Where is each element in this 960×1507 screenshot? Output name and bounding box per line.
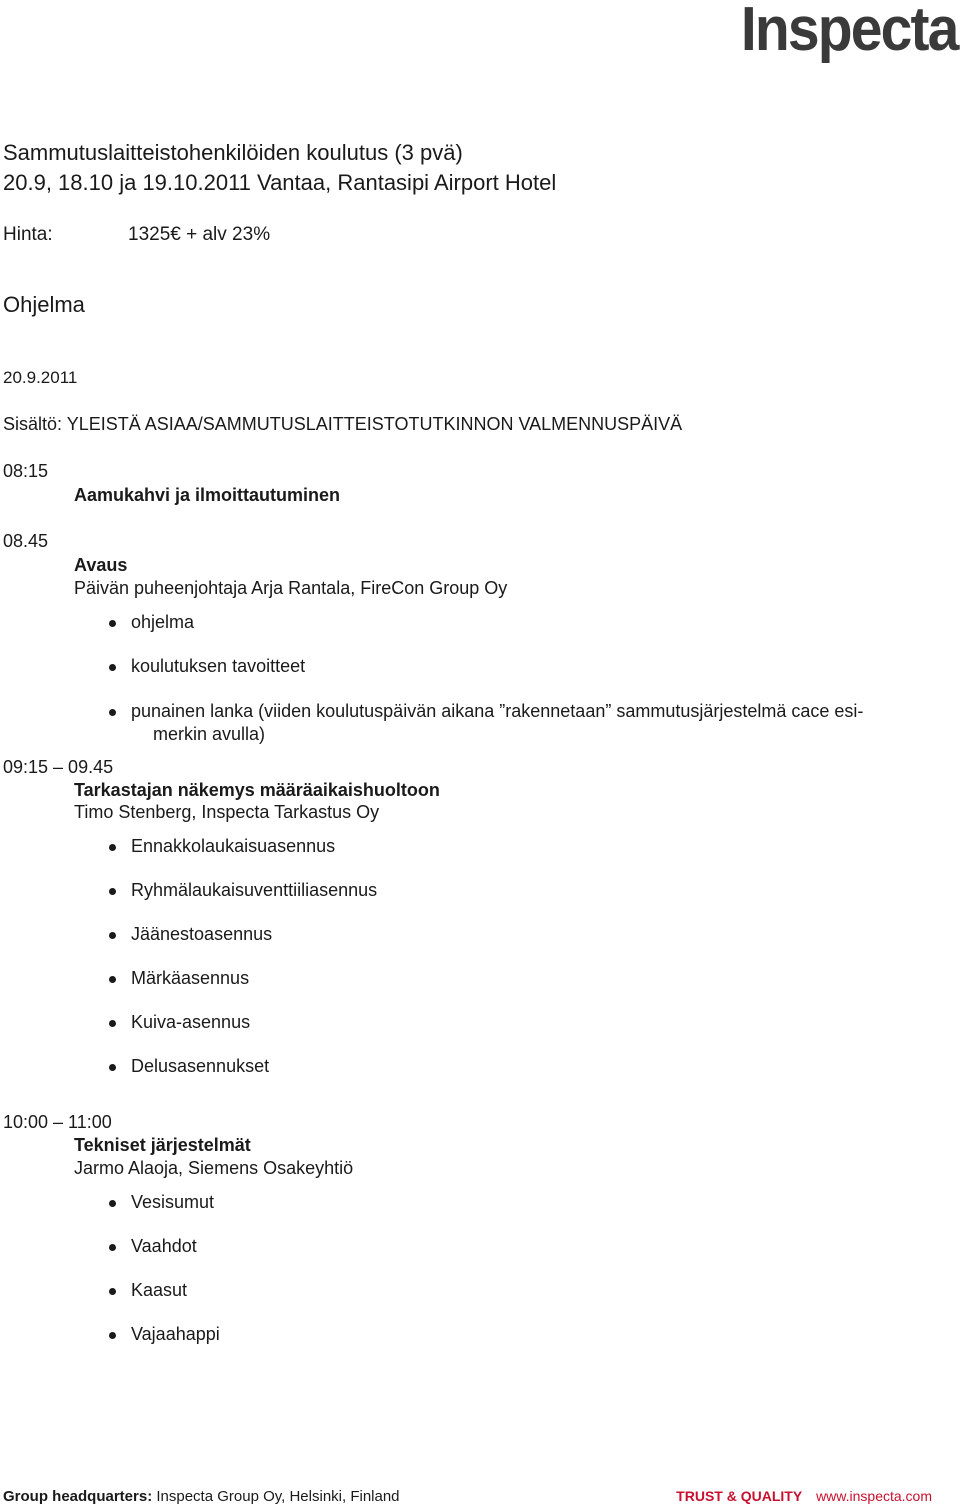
session-time: 10:00 – 11:00 xyxy=(3,1112,112,1132)
session-speaker: Päivän puheenjohtaja Arja Rantala, FireCon Group Oy xyxy=(74,578,508,598)
session-time: 08.45 xyxy=(3,531,49,551)
footer-headquarters xyxy=(3,1488,400,1505)
session-time: 09:15 – 09.45 xyxy=(3,757,114,777)
session-title: Avaus xyxy=(74,555,128,575)
list-item: ohjelma xyxy=(131,612,195,632)
list-item: Kaasut xyxy=(131,1280,188,1300)
trust-quality: TRUST & QUALITY xyxy=(676,1488,803,1504)
session-title: Tekniset järjestelmät xyxy=(74,1135,251,1155)
program-content: Sisältö: YLEISTÄ ASIAA/SAMMUTUSLAITTEISTOTUTKINNON VALMENNUSPÄIVÄ xyxy=(3,414,683,434)
website-link[interactable]: www.inspecta.com xyxy=(816,1488,932,1504)
list-item: Vesisumut xyxy=(131,1192,215,1212)
list-item-continuation: merkin avulla) xyxy=(153,724,266,744)
footer-brand xyxy=(676,1488,932,1504)
list-item: Delusasennukset xyxy=(131,1056,270,1076)
session-speaker: Jarmo Alaoja, Siemens Osakeyhtiö xyxy=(74,1158,354,1178)
list-item: Ennakkolaukaisuasennus xyxy=(131,836,336,856)
inspecta-logo: Inspecta xyxy=(741,0,958,64)
list-item: Vajaahappi xyxy=(131,1324,220,1344)
list-item: koulutuksen tavoitteet xyxy=(131,656,306,676)
list-item: Jäänestoasennus xyxy=(131,924,273,944)
list-item: Kuiva-asennus xyxy=(131,1012,251,1032)
session-title: Tarkastajan näkemys määräaikaishuoltoon xyxy=(74,780,440,800)
footer-address: Inspecta Group Oy, Helsinki, Finland xyxy=(156,1488,400,1505)
session-time: 08:15 xyxy=(3,461,49,481)
price-value: 1325€ + alv 23% xyxy=(128,224,271,245)
program-date: 20.9.2011 xyxy=(3,368,78,387)
session-title: Aamukahvi ja ilmoittautuminen xyxy=(74,485,341,505)
document-subtitle: 20.9, 18.10 ja 19.10.2011 Vantaa, Rantasipi Airport Hotel xyxy=(3,170,557,195)
list-item: Ryhmälaukaisuventtiiliasennus xyxy=(131,880,378,900)
session-speaker: Timo Stenberg, Inspecta Tarkastus Oy xyxy=(74,802,380,822)
program-heading: Ohjelma xyxy=(3,292,85,317)
list-item: punainen lanka (viiden koulutuspäivän aikana ”rakennetaan” sammutusjärjestelmä cace esi- xyxy=(131,701,864,721)
list-item: Märkäasennus xyxy=(131,968,250,988)
price-label: Hinta: xyxy=(3,224,53,245)
document-title: Sammutuslaitteistohenkilöiden koulutus (3 pvä) xyxy=(3,140,463,165)
footer-label: Group headquarters: xyxy=(3,1488,153,1505)
list-item: Vaahdot xyxy=(131,1236,197,1256)
